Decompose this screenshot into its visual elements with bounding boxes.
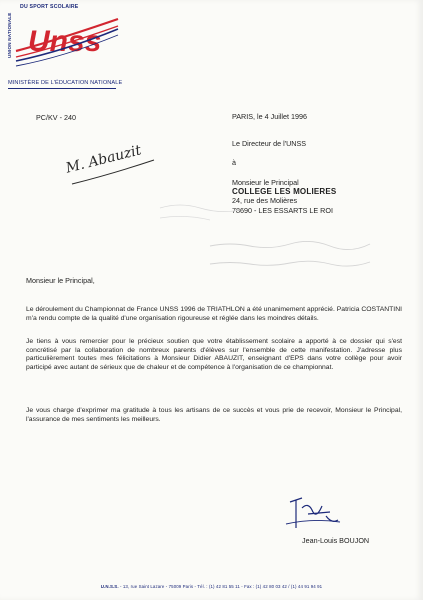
signer-name: Jean-Louis BOUJON	[302, 536, 370, 545]
handwritten-annotation	[62, 138, 158, 190]
salutation: Monsieur le Principal,	[26, 276, 95, 285]
unss-logo	[6, 4, 118, 76]
to-word: à	[232, 158, 236, 167]
logo-top-text: DU SPORT SCOLAIRE	[20, 4, 79, 10]
ministry-text: MINISTÈRE DE L'ÉDUCATION NATIONALE	[8, 80, 123, 86]
paragraph-1: Le déroulement du Championnat de France UNSS 1996 de TRIATHLON a été unanimement apprécié. Patricia COSTANTINI m'a rendu compte de la qualité d'une organisation rigoureuse et réglée dans les moindres détails.	[26, 306, 402, 322]
bleed-through-marks	[150, 196, 380, 276]
logo-wordmark: Unss	[28, 25, 102, 58]
paragraph-3: Je vous charge d'exprimer ma gratitude à tous les artisans de ce succès et vous prie de recevoir, Monsieur le Principal, l'assurance de mes sentiments les meilleurs.	[26, 407, 402, 423]
recipient-city: 78690 - LES ESSARTS LE ROI	[232, 205, 333, 215]
unss-logo-mark	[14, 11, 120, 75]
signature	[282, 494, 342, 536]
reference-code: PC/KV - 240	[36, 113, 76, 122]
recipient-school: COLLEGE LES MOLIERES	[232, 187, 337, 197]
recipient-title: Monsieur le Principal	[232, 178, 299, 187]
ministry-divider	[8, 88, 116, 89]
logo-side-text: UNION NATIONALE	[7, 12, 12, 58]
paragraph-2: Je tiens à vous remercier pour le précieux soutien que votre établissement scolaire a apporté à ce dossier qui s'est concrétisé par la collaboration de nombreux parents d'élèves sur l'ensemble de cette manifestation. J'adresse plus particulièrement toutes mes félicitations à Monsieur Didier ABAUZIT, enseignant d'EPS dans votre collège pour avoir participé avec autant de sérieux que de chaleur et de compétence à l'organisation de ce championnat.	[26, 338, 402, 372]
footer-address	[0, 584, 423, 589]
footer-org: U.N.S.S.	[100, 584, 119, 589]
footer-contact: - 13, rue Saint Lazare - 75009 Paris - Tél. : (1) 42 81 55 11 - Fax : (1) 42 80 03 42 / (1) 44 91 94 91	[118, 584, 323, 589]
recipient-street: 24, rue des Molières	[232, 196, 298, 206]
annotation-text: M. Abauzit	[64, 142, 143, 177]
letter-date: PARIS, le 4 Juillet 1996	[232, 112, 307, 121]
sender-line: Le Directeur de l'UNSS	[232, 139, 307, 148]
